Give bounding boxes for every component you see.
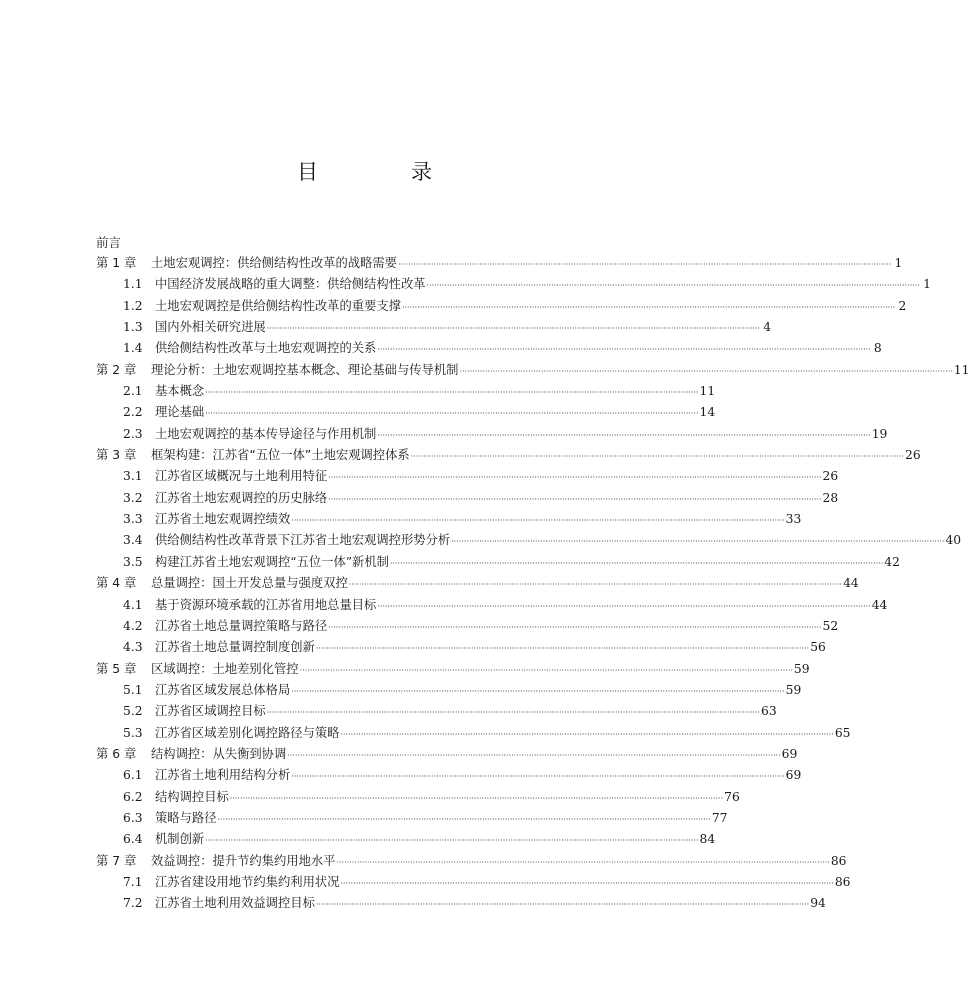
section-title: 江苏省土地总量调控制度创新 <box>155 640 315 655</box>
page-number: 14 <box>699 405 716 420</box>
page-number: 65 <box>834 725 851 740</box>
page-number: 84 <box>699 832 716 847</box>
toc-section-entry[interactable] <box>96 872 851 893</box>
dot-leader <box>205 830 698 851</box>
page-number: 59 <box>793 661 810 676</box>
section-number: 4.1 <box>123 597 143 612</box>
toc-section-entry[interactable] <box>96 552 900 573</box>
page-number: 4 <box>763 320 772 335</box>
section-number: 3.3 <box>123 512 143 527</box>
dot-leader <box>218 809 711 830</box>
toc-section-entry[interactable] <box>96 616 839 637</box>
chapter-title: 效益调控：提升节约集约用地水平 <box>151 853 336 868</box>
toc-section-entry[interactable] <box>96 595 888 616</box>
dot-leader <box>451 531 944 552</box>
dot-leader <box>459 361 952 382</box>
dot-leader <box>402 297 895 318</box>
dot-leader <box>398 254 891 275</box>
toc-chapter-entry[interactable] <box>96 851 847 872</box>
dot-leader <box>267 318 760 339</box>
dot-leader <box>328 467 821 488</box>
page-number: 8 <box>873 341 882 356</box>
dot-leader <box>377 596 870 617</box>
dot-leader <box>291 766 784 787</box>
dot-leader <box>287 745 780 766</box>
chapter-title: 框架构建：江苏省“五位一体”土地宏观调控体系 <box>151 448 410 463</box>
toc-section-entry[interactable] <box>96 466 839 487</box>
chapter-title: 结构调控：从失衡到协调 <box>151 746 287 761</box>
chapter-number: 第 5 章 <box>96 661 137 676</box>
section-title: 江苏省区域发展总体格局 <box>155 682 291 697</box>
dot-leader <box>411 446 904 467</box>
page-number: 44 <box>843 576 859 591</box>
page-number: 33 <box>785 512 802 527</box>
section-number: 1.1 <box>123 277 143 292</box>
section-title: 基本概念 <box>155 384 205 399</box>
page-number: 26 <box>822 469 839 484</box>
dot-leader <box>336 852 829 873</box>
toc-section-entry[interactable] <box>96 488 839 509</box>
page-number: 69 <box>781 746 798 761</box>
section-number: 2.2 <box>123 405 143 420</box>
toc-section-entry[interactable] <box>96 402 716 423</box>
toc-chapter-entry[interactable] <box>96 744 798 765</box>
dot-leader <box>291 510 784 531</box>
toc-entries <box>96 253 969 915</box>
toc-section-entry[interactable] <box>96 893 826 914</box>
toc-section-entry[interactable] <box>96 637 826 658</box>
section-title: 江苏省土地宏观调控的历史脉络 <box>155 490 328 505</box>
chapter-number: 第 2 章 <box>96 362 137 377</box>
page-number: 76 <box>724 789 740 804</box>
dot-leader <box>349 574 842 595</box>
chapter-number: 第 6 章 <box>96 746 137 761</box>
dot-leader <box>390 553 883 574</box>
toc-section-entry[interactable] <box>96 317 772 338</box>
section-number: 5.3 <box>123 725 143 740</box>
page-number: 42 <box>884 554 900 569</box>
toc-section-entry[interactable] <box>96 338 882 359</box>
section-title: 国内外相关研究进展 <box>155 320 266 335</box>
toc-section-entry[interactable] <box>96 509 802 530</box>
section-number: 2.3 <box>123 426 143 441</box>
section-number: 3.2 <box>123 490 143 505</box>
dot-leader <box>300 660 793 681</box>
section-title: 土地宏观调控的基本传导途径与作用机制 <box>155 426 377 441</box>
page-number: 11 <box>699 384 716 399</box>
section-title: 江苏省土地利用结构分析 <box>155 768 291 783</box>
section-number: 5.2 <box>123 704 143 719</box>
toc-section-entry[interactable] <box>96 680 802 701</box>
page-number: 1 <box>894 256 903 270</box>
dot-leader <box>427 275 920 296</box>
section-title: 机制创新 <box>155 832 205 847</box>
section-title: 构建江苏省土地宏观调控“五位一体”新机制 <box>155 554 389 569</box>
page-number: 40 <box>945 533 962 548</box>
toc-section-entry[interactable] <box>96 808 728 829</box>
section-number: 6.3 <box>123 810 143 825</box>
toc-section-entry[interactable] <box>96 723 851 744</box>
dot-leader <box>340 724 833 745</box>
section-title: 理论基础 <box>155 405 205 420</box>
dot-leader <box>377 425 870 446</box>
section-title: 江苏省土地利用效益调控目标 <box>155 896 315 911</box>
dot-leader <box>205 382 698 403</box>
page-number: 94 <box>810 896 826 911</box>
toc-chapter-entry[interactable] <box>96 445 921 466</box>
page-number: 86 <box>830 853 847 868</box>
chapter-title: 区域调控：土地差别化管控 <box>151 661 299 676</box>
section-title: 结构调控目标 <box>155 789 229 804</box>
page-number: 59 <box>785 682 802 697</box>
chapter-title: 总量调控：国土开发总量与强度双控 <box>151 576 348 591</box>
toc-section-entry[interactable] <box>96 829 716 850</box>
dot-leader <box>340 873 833 894</box>
page-number: 77 <box>711 810 728 825</box>
section-number: 7.1 <box>123 874 143 889</box>
chapter-title: 理论分析：土地宏观调控基本概念、理论基础与传导机制 <box>151 362 459 377</box>
section-number: 6.4 <box>123 832 143 847</box>
toc-preface[interactable]: 前言 <box>96 235 122 250</box>
section-title: 供给侧结构性改革背景下江苏省土地宏观调控形势分析 <box>155 533 451 548</box>
dot-leader <box>316 638 809 659</box>
chapter-number: 第 7 章 <box>96 853 137 868</box>
section-number: 3.4 <box>123 533 143 548</box>
page-number: 28 <box>822 490 839 505</box>
toc-chapter-entry[interactable] <box>96 360 969 381</box>
toc-section-entry[interactable] <box>96 381 716 402</box>
section-number: 1.3 <box>123 320 143 335</box>
section-number: 1.2 <box>123 298 143 313</box>
page-number: 86 <box>834 874 851 889</box>
page-number: 56 <box>810 640 826 655</box>
section-title: 江苏省建设用地节约集约利用状况 <box>155 874 340 889</box>
page-number: 52 <box>822 618 839 633</box>
chapter-number: 第 4 章 <box>96 576 137 591</box>
dot-leader <box>291 681 784 702</box>
section-number: 1.4 <box>123 341 143 356</box>
section-number: 3.5 <box>123 554 143 569</box>
toc-section-entry[interactable] <box>96 530 962 551</box>
page-number: 69 <box>785 768 802 783</box>
page-number: 2 <box>898 298 907 313</box>
toc-section-entry[interactable] <box>96 765 802 786</box>
toc-section-entry[interactable] <box>96 701 777 722</box>
section-title: 土地宏观调控是供给侧结构性改革的重要支撑 <box>155 298 401 313</box>
section-title: 供给侧结构性改革与土地宏观调控的关系 <box>155 341 377 356</box>
page-number: 1 <box>923 277 931 292</box>
section-title: 江苏省区域差别化调控路径与策略 <box>155 725 340 740</box>
section-number: 2.1 <box>123 384 143 399</box>
dot-leader <box>328 617 821 638</box>
section-number: 5.1 <box>123 682 143 697</box>
section-number: 4.2 <box>123 618 143 633</box>
section-number: 3.1 <box>123 469 143 484</box>
chapter-number: 第 3 章 <box>96 448 137 463</box>
toc-section-entry[interactable] <box>96 296 907 317</box>
dot-leader <box>377 339 870 360</box>
section-title: 中国经济发展战略的重大调整：供给侧结构性改革 <box>155 277 426 292</box>
page-number: 63 <box>761 704 777 719</box>
dot-leader <box>230 788 723 809</box>
dot-leader <box>205 403 698 424</box>
chapter-title: 土地宏观调控：供给侧结构性改革的战略需要 <box>151 256 397 270</box>
page-number: 11 <box>953 362 969 377</box>
chapter-number: 第 1 章 <box>96 256 137 270</box>
toc-section-entry[interactable] <box>96 787 740 808</box>
page-title: 目 录 <box>297 160 468 184</box>
section-title: 策略与路径 <box>155 810 217 825</box>
toc-section-entry[interactable] <box>96 424 888 445</box>
section-title: 江苏省土地总量调控策略与路径 <box>155 618 328 633</box>
section-number: 6.1 <box>123 768 143 783</box>
section-title: 江苏省区域调控目标 <box>155 704 266 719</box>
section-number: 7.2 <box>123 896 143 911</box>
page-number: 19 <box>871 426 888 441</box>
toc-section-entry[interactable] <box>96 274 931 295</box>
section-title: 江苏省土地宏观调控绩效 <box>155 512 291 527</box>
dot-leader <box>316 894 809 915</box>
toc-chapter-entry[interactable] <box>96 253 903 274</box>
section-number: 4.3 <box>123 640 143 655</box>
section-title: 基于资源环境承载的江苏省用地总量目标 <box>155 597 377 612</box>
page-number: 26 <box>905 448 921 463</box>
page-number: 44 <box>871 597 888 612</box>
dot-leader <box>267 702 760 723</box>
toc-chapter-entry[interactable] <box>96 659 810 680</box>
section-title: 江苏省区域概况与土地利用特征 <box>155 469 328 484</box>
dot-leader <box>328 489 821 510</box>
table-of-contents <box>96 232 969 915</box>
section-number: 6.2 <box>123 789 143 804</box>
toc-chapter-entry[interactable] <box>96 573 859 594</box>
